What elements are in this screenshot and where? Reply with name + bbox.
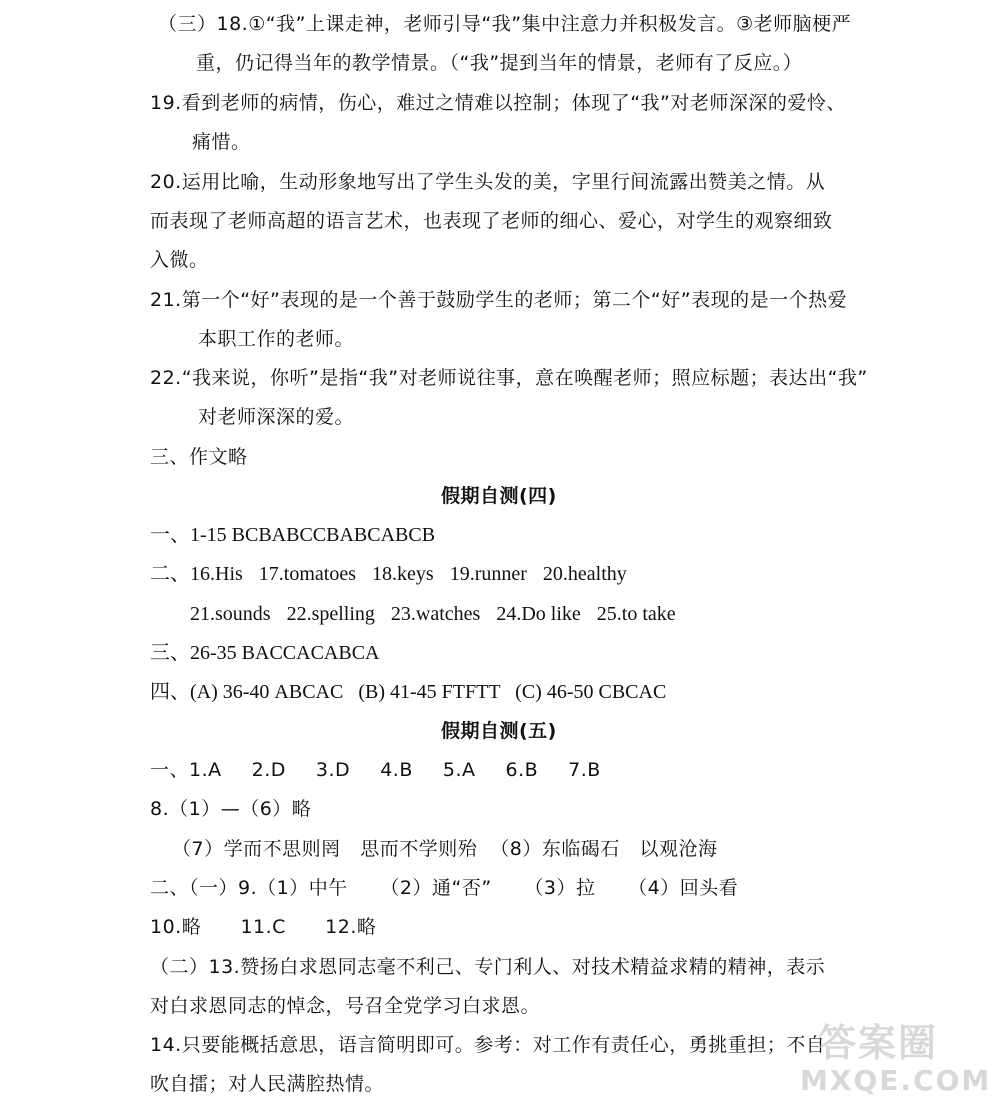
line-m8: 14.只要能概括意思，语言简明即可。参考：对工作有责任心，勇挑重担；不自 [150, 1034, 826, 1056]
line-e1: 一、1-15 BCBABCCBABCABCB [150, 524, 436, 546]
section-title-4: 假期自测(四) [441, 485, 557, 507]
line-m1 [150, 758, 601, 782]
line-q22-a: 22.“我来说，你听”是指“我”对老师说往事，意在唤醒老师；照应标题；表达出“我” [150, 367, 868, 389]
answer-6: 6.B [505, 759, 539, 781]
line-m3: （7）学而不思则罔 思而不学则殆 （8）东临碣石 以观沧海 [172, 838, 718, 860]
line-q20-a: 20.运用比喻，生动形象地写出了学生头发的美，字里行间流露出赞美之情。从 [150, 171, 826, 193]
line-q20-c: 入微。 [150, 249, 209, 271]
answer-25: 25.to take [596, 603, 676, 625]
answer-7: 7.B [568, 759, 601, 781]
answer-20: 20.healthy [542, 563, 627, 585]
line-e3 [190, 602, 676, 626]
line-q19-b: 痛惜。 [192, 131, 251, 153]
line-m5: 10.略 11.C 12.略 [150, 916, 377, 938]
answer-2: 2.D [251, 759, 286, 781]
watermark-logo: 答案圈 [818, 1021, 939, 1065]
answer-16: 16.His [190, 563, 243, 585]
line-m2: 8.（1）—（6）略 [150, 798, 312, 820]
line-q21-a: 21.第一个“好”表现的是一个善于鼓励学生的老师；第二个“好”表现的是一个热爱 [150, 289, 848, 311]
answer-3: 3.D [315, 759, 351, 781]
line-m9: 吹自擂；对人民满腔热情。 [150, 1073, 385, 1095]
m1-prefix: 一、 [150, 759, 190, 781]
answer-1: 1.A [189, 759, 222, 781]
line-q18-a: （三）18.①“我”上课走神，老师引导“我”集中注意力并积极发言。③老师脑梗严 [158, 13, 852, 35]
answer-23: 23.watches [390, 603, 481, 625]
e2-prefix: 二、 [150, 563, 190, 585]
line-m6: （二）13.赞扬白求恩同志毫不利己、专门利人、对技术精益求精的精神，表示 [150, 956, 826, 978]
line-q18-b: 重，仍记得当年的教学情景。（“我”提到当年的情景，老师有了反应。） [196, 52, 803, 74]
line-m7: 对白求恩同志的悼念，号召全党学习白求恩。 [150, 995, 541, 1017]
line-m4: 二、（一）9.（1）中午 （2）通“否” （3）拉 （4）回头看 [150, 877, 739, 899]
line-e4: 三、26-35 BACCACABCA [150, 642, 380, 664]
answer-19: 19.runner [449, 563, 527, 585]
line-q22-b: 对老师深深的爱。 [198, 406, 355, 428]
line-essay: 三、作文略 [150, 446, 248, 468]
answer-17: 17.tomatoes [258, 563, 357, 585]
line-q21-b: 本职工作的老师。 [198, 328, 355, 350]
answer-21: 21.sounds [190, 603, 271, 625]
section-title-5: 假期自测(五) [441, 720, 557, 742]
answer-4: 4.B [380, 759, 413, 781]
line-q20-b: 而表现了老师高超的语言艺术，也表现了老师的细心、爱心，对学生的观察细致 [150, 210, 833, 232]
line-q19-a: 19.看到老师的病情，伤心，难过之情难以控制；体现了“我”对老师深深的爱怜、 [150, 92, 846, 114]
answer-5: 5.A [442, 759, 476, 781]
line-e5: 四、(A) 36-40 ABCAC (B) 41-45 FTFTT (C) 46-50 CBCAC [150, 681, 667, 703]
answer-22: 22.spelling [286, 603, 375, 625]
watermark-url: MXQE.COM [800, 1064, 992, 1097]
line-e2 [150, 562, 627, 586]
answer-24: 24.Do like [496, 603, 581, 625]
answer-18: 18.keys [372, 563, 434, 585]
